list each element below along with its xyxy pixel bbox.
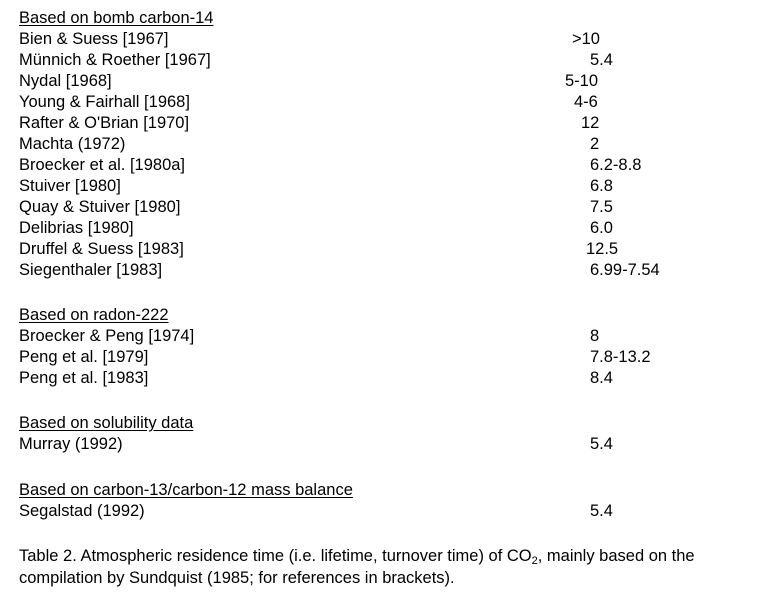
reference: Stuiver [1980] bbox=[19, 177, 121, 195]
table-row bbox=[19, 155, 739, 176]
reference: Broecker et al. [1980a] bbox=[19, 156, 186, 174]
table-row bbox=[19, 434, 739, 455]
table-row bbox=[19, 218, 739, 239]
caption-text-before: Table 2. Atmospheric residence time (i.e. lifetime, turnover time) of CO bbox=[19, 547, 532, 565]
table-row bbox=[19, 197, 739, 218]
table-row bbox=[19, 368, 739, 389]
residence-time-value: 5.4 bbox=[590, 51, 613, 69]
residence-time-value: 4-6 bbox=[574, 93, 598, 111]
caption-subscript: 2 bbox=[531, 555, 538, 567]
residence-time-value: 7.5 bbox=[590, 198, 613, 216]
residence-time-value: 6.2-8.8 bbox=[590, 156, 642, 174]
section-heading: Based on radon-222 bbox=[19, 306, 169, 324]
caption-text-after: , mainly based on the compilation by Sundquist (1985; for references in brackets). bbox=[19, 547, 695, 587]
residence-time-value: 5-10 bbox=[565, 72, 599, 90]
reference: Nydal [1968] bbox=[19, 72, 112, 90]
residence-time-value: 5.4 bbox=[590, 502, 613, 520]
reference: Broecker & Peng [1974] bbox=[19, 327, 195, 345]
section-heading: Based on solubility data bbox=[19, 414, 194, 432]
table-row bbox=[19, 260, 739, 281]
reference: Segalstad (1992) bbox=[19, 502, 145, 520]
residence-time-value: >10 bbox=[572, 30, 600, 48]
section-heading: Based on bomb carbon-14 bbox=[19, 9, 214, 27]
residence-time-value: 8.4 bbox=[590, 369, 613, 387]
residence-time-value: 6.0 bbox=[590, 219, 613, 237]
reference: Murray (1992) bbox=[19, 435, 123, 453]
residence-time-value: 12 bbox=[581, 114, 600, 132]
reference: Bien & Suess [1967] bbox=[19, 30, 169, 48]
reference: Druffel & Suess [1983] bbox=[19, 240, 184, 258]
residence-time-value: 8 bbox=[590, 327, 600, 345]
table-row bbox=[19, 326, 739, 347]
residence-time-value: 7.8-13.2 bbox=[590, 348, 651, 366]
section-bomb-carbon-14 bbox=[19, 8, 739, 281]
section-radon-222 bbox=[19, 305, 739, 389]
table-row bbox=[19, 92, 739, 113]
table-caption bbox=[19, 545, 754, 589]
reference: Peng et al. [1979] bbox=[19, 348, 149, 366]
residence-time-value: 2 bbox=[590, 135, 600, 153]
table-row bbox=[19, 501, 739, 522]
reference: Peng et al. [1983] bbox=[19, 369, 149, 387]
reference: Rafter & O'Brian [1970] bbox=[19, 114, 190, 132]
reference: Quay & Stuiver [1980] bbox=[19, 198, 181, 216]
table-row bbox=[19, 50, 739, 71]
table-row bbox=[19, 113, 739, 134]
reference: Young & Fairhall [1968] bbox=[19, 93, 190, 111]
residence-time-value: 6.8 bbox=[590, 177, 613, 195]
section-heading: Based on carbon-13/carbon-12 mass balance bbox=[19, 481, 353, 499]
table-row bbox=[19, 239, 739, 260]
reference: Siegenthaler [1983] bbox=[19, 261, 163, 279]
residence-time-value: 12.5 bbox=[586, 240, 619, 258]
section-solubility-data bbox=[19, 413, 739, 455]
reference: Delibrias [1980] bbox=[19, 219, 134, 237]
table-row bbox=[19, 71, 739, 92]
section-mass-balance bbox=[19, 480, 739, 522]
table-row bbox=[19, 134, 739, 155]
residence-time-value: 6.99-7.54 bbox=[590, 261, 660, 279]
reference: Münnich & Roether [1967] bbox=[19, 51, 211, 69]
table-row bbox=[19, 176, 739, 197]
table-row bbox=[19, 347, 739, 368]
table-row bbox=[19, 29, 739, 50]
residence-time-value: 5.4 bbox=[590, 435, 613, 453]
reference: Machta (1972) bbox=[19, 135, 126, 153]
